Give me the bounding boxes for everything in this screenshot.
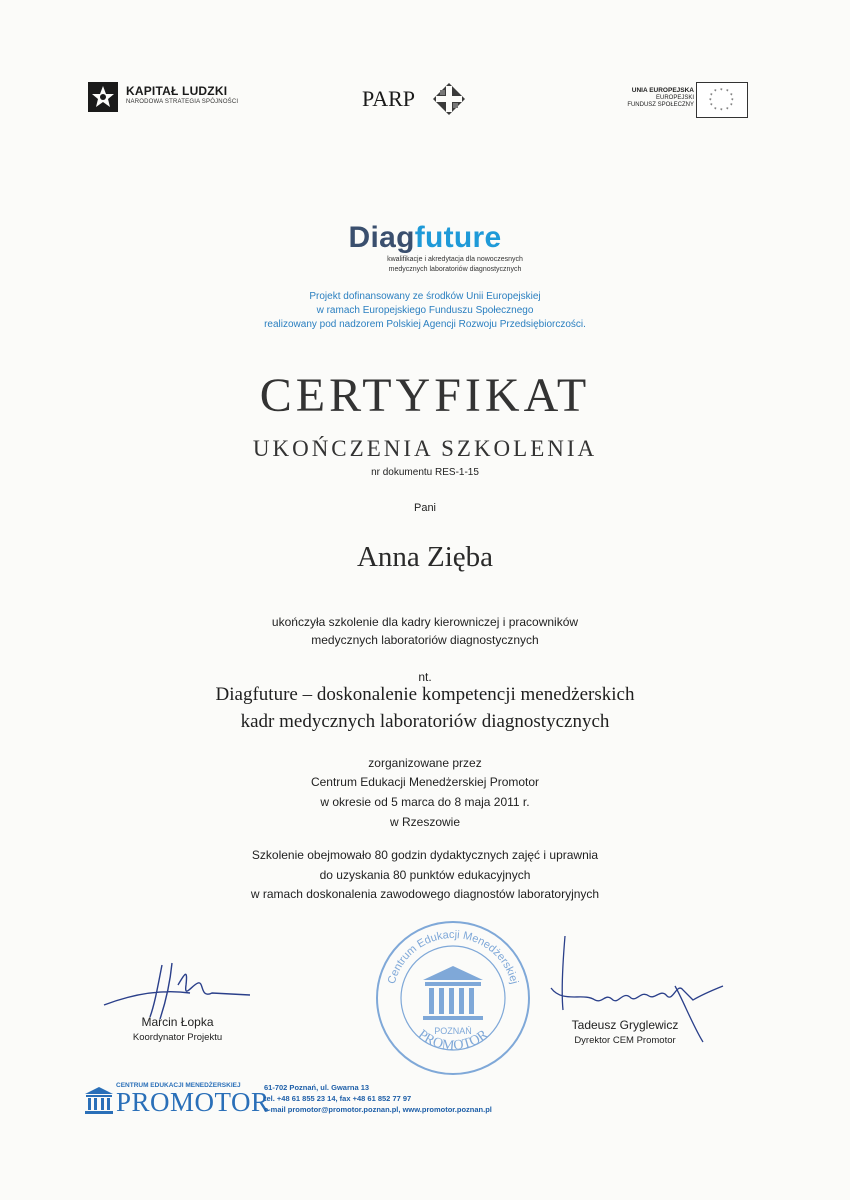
- scope-line-2: do uzyskania 80 punktów edukacyjnych: [319, 868, 531, 882]
- parp-diamond-icon: [432, 82, 466, 116]
- footer-address: 61-702 Poznań, ul. Gwarna 13: [264, 1083, 370, 1092]
- organizer-line-4: w Rzeszowie: [389, 815, 461, 829]
- stamp-building-icon: [423, 966, 483, 1020]
- svg-text:*: *: [720, 88, 723, 94]
- right-signer-role: Dyrektor CEM Promotor: [574, 1035, 676, 1046]
- project-line-2: w ramach Europejskiego Funduszu Społecznego: [316, 305, 534, 316]
- svg-text:*: *: [730, 93, 733, 99]
- stamp-city: POZNAŃ: [434, 1026, 472, 1036]
- organizer-line-3: w okresie od 5 marca do 8 maja 2011 r.: [320, 795, 530, 809]
- course-title-line-2: kadr medycznych laboratoriów diagnostycznych: [240, 711, 610, 732]
- diagfuture-tagline-1: kwalifikacje i akredytacja dla nowoczesnych: [387, 256, 523, 263]
- promotor-building-icon: [84, 1086, 114, 1114]
- svg-text:*: *: [714, 89, 717, 95]
- footer-phone: tel. +48 61 855 23 14, fax +48 61 852 77 97: [264, 1094, 412, 1103]
- right-signer-name: Tadeusz Gryglewicz: [571, 1018, 679, 1032]
- svg-text:*: *: [726, 89, 729, 95]
- certificate-subtitle: UKOŃCZENIA SZKOLENIA: [252, 436, 598, 461]
- project-line-1: Projekt dofinansowany ze środków Unii Europejskiej: [309, 291, 541, 302]
- stamp-top-text: Centrum Edukacji Menedżerskiej: [385, 928, 521, 986]
- footer-email: e-mail promotor@promotor.poznan.pl, www.promotor.poznan.pl: [264, 1105, 492, 1114]
- promotor-small-text: CENTRUM EDUKACJI MENEDŻERSKIEJ: [116, 1082, 241, 1089]
- person-name: Anna Zięba: [356, 541, 494, 573]
- right-signature: [543, 930, 733, 1050]
- eu-flag: [696, 82, 748, 118]
- completion-line-2: medycznych laboratoriów diagnostycznych: [311, 633, 539, 647]
- completion-line-1: ukończyła szkolenie dla kadry kierowniczej i pracowników: [271, 615, 579, 629]
- diagfuture-logo-part1: Diag: [348, 221, 415, 254]
- svg-text:*: *: [710, 103, 713, 109]
- organizer-line-1: zorganizowane przez: [368, 756, 482, 770]
- scope-line-1: Szkolenie obejmowało 80 godzin dydaktycznych zajęć i uprawnia: [251, 848, 599, 862]
- parp-logo: [362, 80, 482, 116]
- eu-logo: [612, 79, 752, 119]
- left-signer-name: Marcin Łopka: [141, 1015, 214, 1029]
- eu-stars-icon: [697, 83, 747, 117]
- svg-text:*: *: [726, 107, 729, 113]
- svg-text:*: *: [720, 108, 723, 114]
- document-number: nr dokumentu RES-1-15: [371, 467, 479, 478]
- stamp-bottom-text: PROMOTOR: [414, 1027, 492, 1054]
- svg-text:*: *: [714, 107, 717, 113]
- left-signer-role: Koordynator Projektu: [132, 1032, 223, 1043]
- diagfuture-tagline-2: medycznych laboratoriów diagnostycznych: [388, 266, 522, 273]
- course-title-line-1: Diagfuture – doskonalenie kompetencji menedżerskich: [215, 684, 635, 705]
- organizer-line-2: Centrum Edukacji Menedżerskiej Promotor: [310, 775, 540, 789]
- certificate-title: CERTYFIKAT: [259, 369, 591, 422]
- svg-text:*: *: [731, 98, 734, 104]
- kapital-ludzki-subtitle: NARODOWA STRATEGIA SPÓJNOŚCI: [126, 99, 239, 105]
- kapital-ludzki-title: KAPITAŁ LUDZKI: [126, 84, 228, 98]
- kapital-ludzki-icon: [86, 80, 120, 114]
- promotor-logo: [84, 1080, 270, 1120]
- promotor-big-text: PROMOTOR: [116, 1087, 270, 1117]
- svg-text:*: *: [709, 98, 712, 104]
- parp-text: PARP: [362, 86, 416, 111]
- kapital-ludzki-logo: [86, 76, 246, 120]
- salutation: Pani: [413, 502, 437, 514]
- eu-title: UNIA EUROPEJSKA: [631, 87, 694, 94]
- svg-text:*: *: [710, 93, 713, 99]
- diagfuture-logo-part2: future: [414, 221, 502, 254]
- eu-fund-line2: FUNDUSZ SPOŁECZNY: [627, 102, 694, 108]
- project-line-3: realizowany pod nadzorem Polskiej Agencji Rozwoju Przedsiębiorczości.: [264, 319, 586, 330]
- nt-label: nt.: [418, 670, 432, 684]
- eu-fund-line1: EUROPEJSKI: [655, 95, 694, 101]
- promotor-stamp: [373, 918, 533, 1078]
- svg-text:*: *: [730, 103, 733, 109]
- diagfuture-logo: [0, 221, 850, 255]
- scope-line-3: w ramach doskonalenia zawodowego diagnostów laboratoryjnych: [250, 887, 600, 901]
